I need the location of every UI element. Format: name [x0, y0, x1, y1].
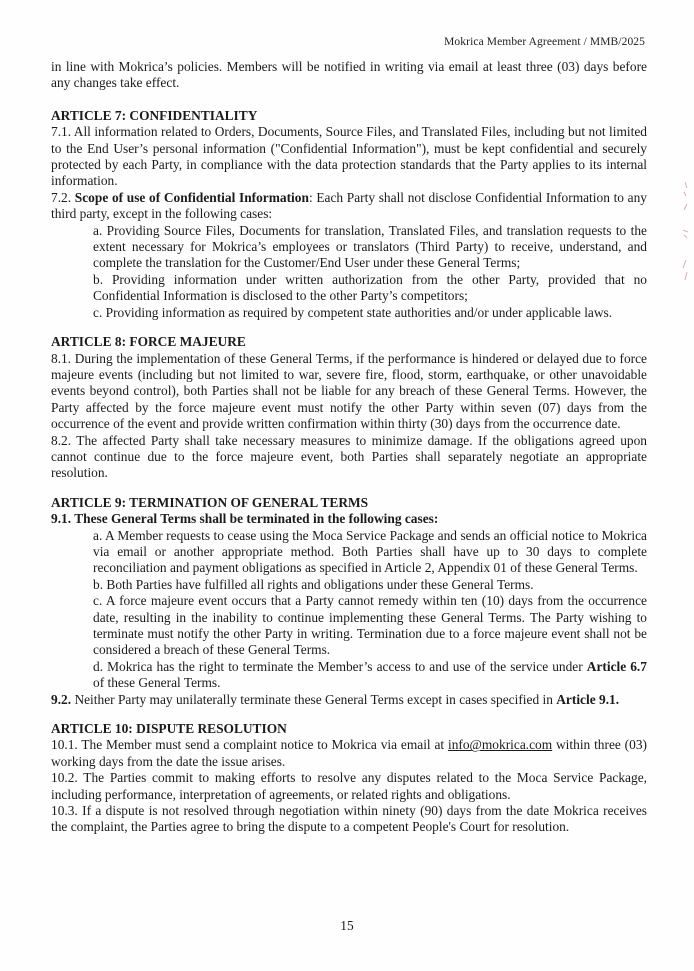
article-9-2	[51, 692, 647, 708]
article-10-3: 10.3. If a dispute is not resolved through negotiation within ninety (90) days from the date Mokrica receives the complaint, the Parties agree to bring the dispute to a competent People's Court for resolution.	[51, 803, 647, 835]
article-8-heading: ARTICLE 8: FORCE MAJEURE	[51, 334, 246, 350]
article-7-2-c: c. Providing information as required by competent state authorities and/or under applicable laws.	[93, 304, 613, 320]
article-9-2-reference: Article 9.1.	[556, 691, 620, 707]
article-7-2-number: 7.2.	[51, 189, 72, 205]
page-number: 15	[340, 918, 354, 933]
article-10-1-text: 10.1. The Member must send a complaint notice to Mokrica via email at	[51, 737, 448, 753]
article-9-1-d-reference: Article 6.7	[586, 658, 647, 674]
article-9-heading: ARTICLE 9: TERMINATION OF GENERAL TERMS	[51, 494, 369, 510]
article-9-2-text: Neither Party may unilaterally terminate these General Terms except in cases specified in	[71, 691, 557, 707]
article-9-1-d	[51, 659, 647, 692]
article-7-1: 7.1. All information related to Orders, Documents, Source Files, and Translated Files, including but not limited to the End User’s personal information ("Confidential Information"), must be kept confidential and securely protected by each Party, in compliance with the data protection standards that the Party applies to its internal information.	[51, 124, 647, 189]
article-10-2: 10.2. The Parties commit to making efforts to resolve any disputes related to the Moca Service Package, including performance, interpretation of agreements, or related rights and obligations.	[51, 770, 647, 802]
running-header: Mokrica Member Agreement / MMB/2025	[444, 36, 645, 48]
article-7-2-a: a. Providing Source Files, Documents for translation, Translated Files, and translation requests to the extent necessary for Mokrica’s employees or translators (Third Party) to receive, understand, and complete the translation for the Customer/End User under these General Terms;	[93, 222, 647, 271]
article-7-2-text: : Each Party shall not disclose Confidential Information to any third party, except in the following cases:	[51, 189, 647, 222]
article-7-2-title: Scope of use of Confidential Information	[74, 189, 309, 205]
article-9-1-a: a. A Member requests to cease using the Moca Service Package and sends an official notice to Mokrica via email or another appropriate method. Both Parties shall have up to 30 days to complete reconciliation and payment obligations as specified in Article 2, Appendix 01 of these General Terms.	[93, 527, 647, 576]
article-8-2: 8.2. The affected Party shall take necessary measures to minimize damage. If the obligations agreed upon cannot continue due to the force majeure event, both Parties shall separately negotiate an appropriate resolution.	[51, 432, 647, 481]
article-7-2	[51, 190, 647, 223]
article-10-heading: ARTICLE 10: DISPUTE RESOLUTION	[51, 721, 287, 737]
document-body	[51, 59, 647, 836]
article-8-1: 8.1. During the implementation of these General Terms, if the performance is hindered or delayed due to force majeure events (including but not limited to war, severe fire, flood, storm, earthquake, or other unavoidable events beyond control), both Parties shall not be liable for any breach of these General Terms. However, the Party affected by the force majeure event must notify the other Party within seven (07) days from the occurrence of the event and provide written confirmation within thirty (30) days from the occurrence date.	[51, 350, 647, 432]
article-9-1-b: b. Both Parties have fulfilled all rights and obligations under these General Terms.	[93, 576, 534, 592]
article-9-1: 9.1. These General Terms shall be terminated in the following cases:	[51, 511, 439, 527]
article-9-1-d-text: d. Mokrica has the right to terminate the Member’s access to and use of the service under	[93, 658, 587, 674]
article-9-2-number: 9.2.	[51, 691, 72, 707]
article-10-1	[51, 737, 647, 770]
article-7-heading: ARTICLE 7: CONFIDENTIALITY	[51, 107, 258, 123]
email-link[interactable]: info@mokrica.com	[447, 737, 553, 753]
article-9-1-d-tail: of these General Terms.	[93, 675, 221, 691]
margin-scan-marks	[678, 180, 692, 290]
intro-paragraph: in line with Mokrica’s policies. Members will be notified in writing via email at least three (03) days before any changes take effect.	[51, 59, 647, 91]
article-7-2-b: b. Providing information under written authorization from the other Party, provided that no Confidential Information is disclosed to the other Party’s competitors;	[93, 271, 647, 304]
article-9-1-c: c. A force majeure event occurs that a Party cannot remedy within ten (10) days from the occurrence date, resulting in the inability to continue implementing these General Terms. The Party wishing to terminate must notify the other Party in writing. Termination due to a force majeure event shall not be considered a breach of these General Terms.	[93, 593, 647, 658]
article-10-1-tail: within three (03) working days from the date the issue arises.	[51, 737, 647, 769]
